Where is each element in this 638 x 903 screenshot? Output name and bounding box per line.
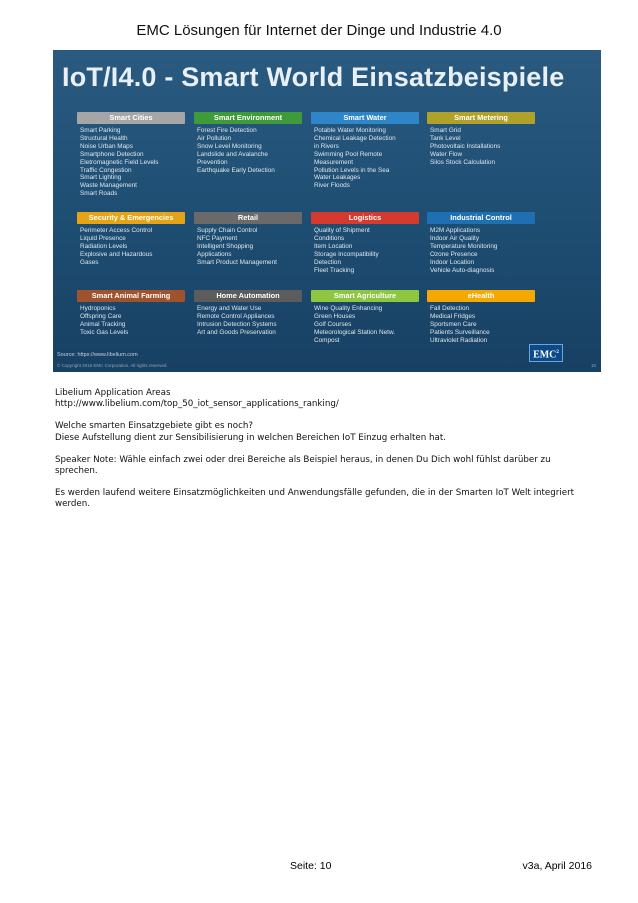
slide-title: IoT/I4.0 - Smart World Einsatzbeispiele	[62, 62, 565, 92]
category-block	[77, 112, 185, 198]
category-item: Green Houses	[314, 312, 356, 320]
category-header: Smart Environment	[194, 112, 302, 124]
notes-line-question: Welche smarten Einsatzgebiete gibt es noch?	[55, 421, 253, 432]
category-item: Patients Surveillance	[430, 328, 490, 336]
category-item-list	[80, 305, 185, 337]
category-item: Quality of Shipment	[314, 227, 370, 234]
slide-copyright: © Copyright 2016 EMC Corporation. All rights reserved.	[57, 363, 168, 368]
category-item: Prevention	[197, 158, 228, 166]
category-item: Remote Control Appliances	[197, 312, 275, 320]
category-item: Smartphone Detection	[80, 150, 144, 158]
category-item: Air Pollution	[197, 134, 232, 142]
category-item-list	[197, 305, 302, 337]
footer-version: v3a, April 2016	[522, 860, 592, 872]
category-item: Smart Product Management	[197, 258, 277, 266]
category-item: Forest Fire Detection	[197, 127, 257, 134]
category-item: Structural Health	[80, 134, 128, 142]
category-item-list	[430, 305, 535, 345]
category-item: Intrusion Detection Systems	[197, 320, 277, 328]
category-item: Earthquake Early Detection	[197, 166, 275, 174]
category-item: Smart Roads	[80, 190, 118, 198]
category-item-list	[197, 127, 302, 174]
category-block	[77, 212, 185, 267]
category-item: Conditions	[314, 234, 345, 242]
category-item: Noise Urban Maps	[80, 142, 133, 150]
category-item: Intelligent Shopping	[197, 242, 254, 250]
category-item: Water Leakages	[314, 174, 361, 182]
slide-image	[53, 50, 601, 372]
category-item: Temperature Monitoring	[430, 242, 498, 250]
category-item: Medical Fridges	[430, 312, 476, 320]
category-item: Measurement	[314, 158, 354, 166]
slide-number: 10	[590, 363, 596, 368]
category-item: Sportsmen Care	[430, 320, 477, 328]
category-item: Animal Tracking	[80, 320, 126, 328]
notes-paragraph-1	[55, 388, 595, 410]
category-item: Liquid Presence	[80, 234, 126, 242]
category-header: Security & Emergencies	[77, 212, 185, 224]
category-header: Smart Animal Farming	[77, 290, 185, 302]
page-header-title: EMC Lösungen für Internet der Dinge und Industrie 4.0	[136, 22, 502, 39]
category-item-list	[80, 227, 185, 267]
category-header: Industrial Control	[427, 212, 535, 224]
category-item: Chemical Leakage Detection	[314, 134, 396, 142]
footer-page-number: Seite: 10	[290, 860, 332, 872]
category-header: Smart Cities	[77, 112, 185, 124]
category-item: Detection	[314, 258, 341, 266]
category-item: Applications	[197, 250, 232, 258]
category-item: Golf Courses	[314, 320, 352, 328]
category-item: Supply Chain Control	[197, 227, 258, 234]
category-item: Eletromagnetic Field Levels	[80, 158, 159, 166]
category-item: Snow Level Monitoring	[197, 142, 262, 150]
category-item: Ultraviolet Radiation	[430, 336, 488, 344]
category-item: Toxic Gas Levels	[80, 328, 129, 336]
category-item-list	[314, 305, 419, 345]
category-item-list	[197, 227, 302, 267]
category-item-list	[430, 227, 535, 274]
category-item: River Floods	[314, 182, 350, 190]
category-item-list	[314, 127, 419, 190]
category-item: Smart Parking	[80, 127, 121, 134]
category-item: Meteorological Station Netw.	[314, 328, 395, 336]
emc-logo	[529, 344, 563, 362]
category-item: Water Flow	[430, 150, 463, 158]
category-item: Swimming Pool Remote	[314, 150, 383, 158]
category-item: Photovoltaic Installations	[430, 142, 501, 150]
category-item: Vehicle Auto-diagnosis	[430, 266, 495, 274]
category-item: Radiation Levels	[80, 242, 128, 250]
category-header: eHealth	[427, 290, 535, 302]
category-header: Home Automation	[194, 290, 302, 302]
category-item: Fall Detection	[430, 305, 470, 312]
category-block	[77, 290, 185, 337]
category-item-list	[80, 127, 185, 198]
category-header: Smart Water	[311, 112, 419, 124]
emc-logo-sup: 2	[556, 350, 559, 355]
category-item: Traffic Congestion	[80, 166, 132, 174]
category-block	[194, 112, 302, 174]
category-item: Art and Goods Preservation	[197, 328, 276, 336]
category-item-list	[314, 227, 419, 274]
category-header: Retail	[194, 212, 302, 224]
category-item: Smart Grid	[430, 127, 461, 134]
category-item: Wine Quality Enhancing	[314, 305, 383, 312]
category-block	[194, 212, 302, 267]
category-block	[427, 112, 535, 167]
speaker-notes	[55, 388, 595, 522]
notes-line-url: http://www.libelium.com/top_50_iot_sensor_applications_ranking/	[55, 399, 339, 410]
category-item: Ozone Presence	[430, 250, 478, 258]
category-item: Fleet Tracking	[314, 266, 355, 274]
category-item: Hydroponics	[80, 305, 116, 312]
category-header: Logistics	[311, 212, 419, 224]
category-block	[427, 212, 535, 274]
notes-paragraph-2	[55, 421, 595, 443]
category-item: Smart Lighting	[80, 174, 122, 182]
category-block	[311, 290, 419, 345]
notes-line-areas: Libelium Application Areas	[55, 388, 171, 398]
category-block	[311, 112, 419, 190]
category-item: Indoor Air Quality	[430, 234, 480, 242]
category-item: Pollution Levels in the Sea	[314, 166, 390, 174]
slide-source: Source: https://www.libelium.com	[57, 352, 138, 358]
category-header: Smart Metering	[427, 112, 535, 124]
category-block	[311, 212, 419, 274]
category-item: in Rivers	[314, 142, 339, 150]
category-item: Potable Water Monitoring	[314, 127, 386, 134]
category-item: Explosive and Hazardous	[80, 250, 153, 258]
category-header: Smart Agriculture	[311, 290, 419, 302]
notes-line-purpose: Diese Aufstellung dient zur Sensibilisierung in welchen Bereichen IoT Einzug erhalten hat.	[55, 432, 447, 443]
category-item: Energy and Water Use	[197, 305, 262, 312]
category-item: Indoor Location	[430, 258, 475, 266]
category-block	[194, 290, 302, 337]
category-item: Waste Management	[80, 182, 137, 190]
emc-logo-text: EMC	[533, 349, 557, 361]
category-item: M2M Applications	[430, 227, 481, 234]
notes-paragraph-3: Speaker Note: Wähle einfach zwei oder drei Bereiche als Beispiel heraus, in denen Du Dich wohl fühlst darüber zu sprechen.	[55, 454, 551, 477]
category-item: NFC Payment	[197, 234, 238, 242]
category-item: Item Location	[314, 242, 353, 250]
category-block	[427, 290, 535, 345]
category-item: Landslide and Avalanche	[197, 150, 268, 158]
category-item: Offspring Care	[80, 312, 122, 320]
category-item: Tank Level	[430, 134, 461, 142]
category-item: Perimeter Access Control	[80, 227, 153, 234]
category-item: Silos Stock Calculation	[430, 158, 496, 166]
category-item: Gases	[80, 258, 99, 266]
category-item-list	[430, 127, 535, 167]
category-item: Storage Incompatibility	[314, 250, 379, 258]
notes-paragraph-4: Es werden laufend weitere Einsatzmöglichkeiten und Anwendungsfälle gefunden, die in der Smarten IoT Welt integriert werden.	[55, 488, 575, 510]
category-item: Compost	[314, 336, 340, 344]
